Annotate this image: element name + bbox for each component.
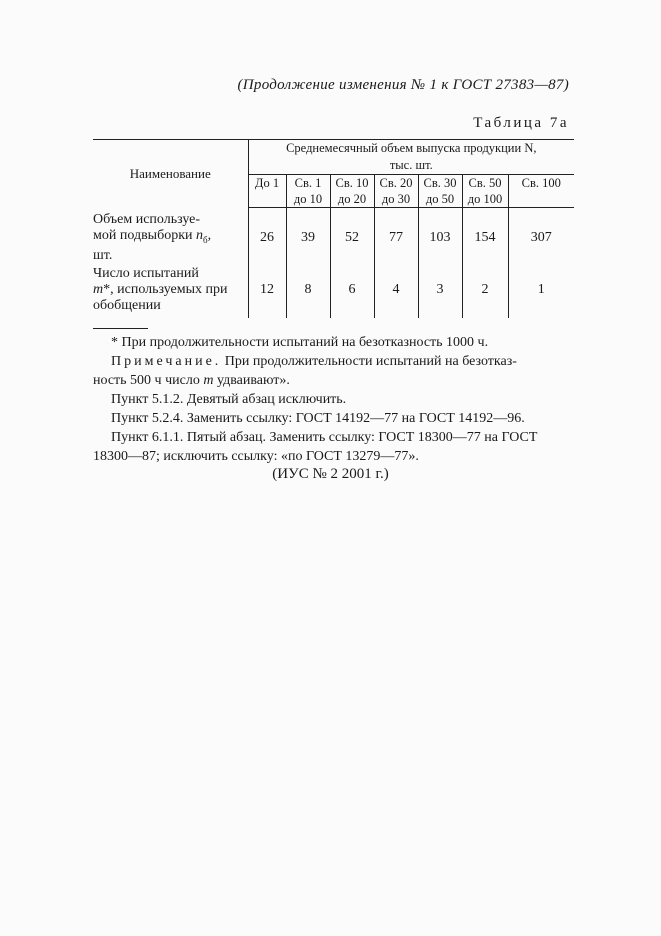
note-label: Примечание. (111, 354, 222, 369)
paragraph-5-2-4: Пункт 5.2.4. Заменить ссылку: ГОСТ 14192—77 на ГОСТ 14192—96. (111, 411, 525, 426)
column-header: Св. 30 до 50 (418, 175, 462, 208)
table-cell: 1 (537, 282, 545, 297)
column-header: Св. 1 до 10 (286, 175, 330, 208)
table-cell: 2 (462, 264, 508, 318)
volume-header-line2: тыс. шт. (389, 158, 433, 172)
table-cell: 26 (248, 208, 286, 265)
volume-header-line1: Среднемесячный объем выпуска продукции N, (286, 141, 537, 155)
table-label: Таблица 7а (473, 115, 569, 131)
table-cell: 77 (374, 208, 418, 265)
paragraph-5-1-2: Пункт 5.1.2. Девятый абзац исключить. (111, 392, 347, 407)
table-cell: 39 (286, 208, 330, 265)
table-cell: 8 (286, 264, 330, 318)
column-header: Св. 50 до 100 (462, 175, 508, 208)
column-header: До 1 (248, 175, 286, 208)
column-header: Св. 10 до 20 (330, 175, 374, 208)
footnote-divider (93, 328, 148, 329)
notes-block (93, 334, 573, 467)
table-cell: 6 (330, 264, 374, 318)
note-paragraph: Примечание. При продолжительности испытаний на безотказ- (111, 354, 517, 369)
paragraph-6-1-1: Пункт 6.1.1. Пятый абзац. Заменить ссылку: ГОСТ 18300—77 на ГОСТ (111, 430, 538, 445)
table-cell: 12 (248, 264, 286, 318)
name-column-header: Наименование (93, 140, 248, 208)
continuation-header: (Продолжение изменения № 1 к ГОСТ 27383—87) (237, 77, 569, 93)
paragraph-6-1-1-continuation: 18300—87; исключить ссылку: «по ГОСТ 13279—77». (93, 449, 419, 464)
volume-group-header (248, 140, 574, 175)
table-cell: 3 (418, 264, 462, 318)
table-row (93, 264, 574, 318)
table-cell: 154 (462, 208, 508, 265)
table-cell: 52 (330, 208, 374, 265)
column-header: Св. 100 (508, 175, 574, 208)
row-name: Число испытаний m*, используемых при обобщении (93, 264, 248, 318)
table-cell: 4 (374, 264, 418, 318)
note-continuation: ность 500 ч число m удваивают». (93, 373, 290, 388)
table-row (93, 208, 574, 265)
table-cell: 307 (530, 230, 552, 245)
row-name: Объем используе- мой подвыборки $n_б$, шт. (93, 208, 248, 265)
table-cell: 103 (418, 208, 462, 265)
footnote: * При продолжительности испытаний на безотказность 1000 ч. (111, 335, 489, 350)
ius-reference: (ИУС № 2 2001 г.) (272, 466, 389, 482)
column-header: Св. 20 до 30 (374, 175, 418, 208)
data-table (93, 139, 574, 318)
